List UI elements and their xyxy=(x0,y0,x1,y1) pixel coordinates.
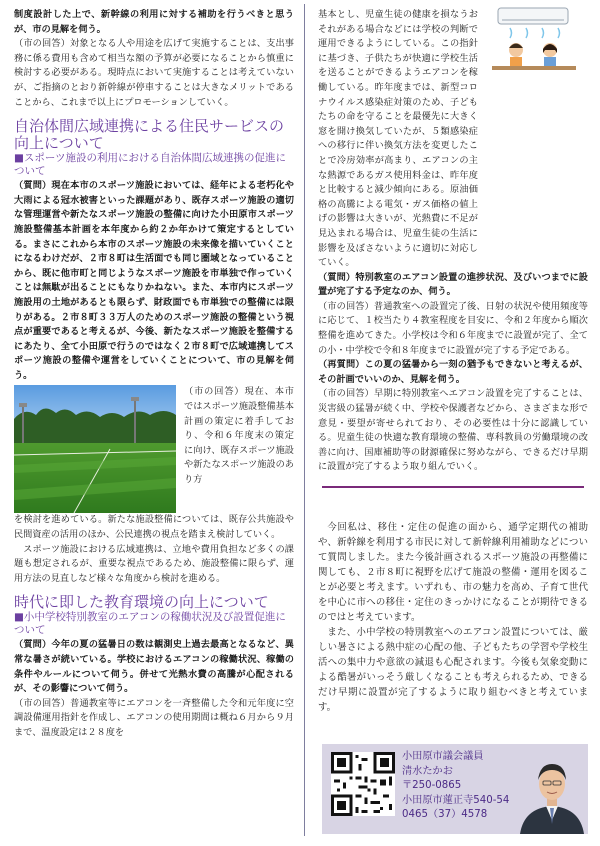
photo-row xyxy=(14,385,294,513)
member-name: 清水たかお xyxy=(402,765,453,777)
member-portrait xyxy=(516,748,588,834)
section-subtitle-aircon: ■小中学校特別教室のエアコンの稼働状況及び設置促進について xyxy=(14,611,286,637)
address: 小田原市蓮正寺540-54 xyxy=(402,794,510,806)
answer-special-classroom: （市の回答）普通教室への設置完了後、日射の状況や使用頻度等に応じて、１校当たり４教室程度を目安に、令和２年度から順次整備を進めてきた。小学校は令和６年度までに設置が完了、全ての小・中学校で令和８年度までに設置が完了する予定である。 xyxy=(318,300,588,356)
summary-block xyxy=(318,520,588,715)
column-divider xyxy=(304,4,305,836)
profile-card xyxy=(322,744,588,834)
qr-code[interactable] xyxy=(331,752,395,816)
answer-sports-rest: を検討を進めている。新たな施設整備については、既存公共施設や民間資産の活用のほか、公民連携の視点を踏まえ検討していく。 xyxy=(14,514,294,541)
contact-info xyxy=(402,750,509,823)
phone-number: 0465（37）4578 xyxy=(402,809,488,820)
section-divider xyxy=(322,486,584,488)
sports-field-photo xyxy=(14,385,176,513)
summary-paragraph-2: また、小中学校の特別教室へのエアコン設置については、厳しい暑さによる熱中症の心配の他、子どもたちの学習や学校生活への集中力や意欲の減退も心配されます。今後も気象変動による酷暑がいっそう厳しくなることも考えられるため、できるだけ早期に設置が完了するように取り組むべきと考えています。 xyxy=(318,627,588,713)
member-title: 小田原市議会議員 xyxy=(402,751,484,762)
postal-code: 〒250-0865 xyxy=(402,780,462,791)
question-special-classroom: （質問）特別教室のエアコン設置の進捗状況、及びいつまでに設置が完了する予定なのか、伺う。 xyxy=(318,271,588,298)
answer-sports-cooperation: スポーツ施設における広域連携は、立地や費用負担など多くの課題も想定されるが、重要な視点であるため、施設整備に限らず、運用方法の見直しなど様々な角度から検討を進める。 xyxy=(14,543,294,584)
answer-aircon-cont-top: 基本とし、児童生徒の健康を損なうおそれがある場合などには学校の判断で運用できるようにしている。この指針に基づき、子供たちが快適に学校生活を送ることができるようエアコンを稼働している。昨年度までは、新型コロナウイルス感染症対策のため、子どもたちの命を守ることを最優先に大きく窓を開け換気していたが、５類感染症への移行に伴い換気方法を変更したことで冷房効率が高まり、エアコンの主な熱源であるガス使用料金は、昨年度と比較すると減少傾向にある。原油価格の高騰による電気・ガス価格の値上げの影響は大きいが、光熱費に不足が見込まれる場合は、児童生徒の生活に影響を及ぼさないように適切に対応していく。 xyxy=(318,9,478,269)
question-sports-facilities: （質問）現在本市のスポーツ施設においては、経年による老朽化や大雨による冠水被害といった課題があり、既存スポーツ施設の適切な管理運営や新たなスポーツ施設の整備に向けた小田原市スポーツ施設整備基本計画を本年度から約２か年かけて策定するとしている。まさにこれから本市のスポーツ施設の未来像を描いていくことになるわけだが、２市８町は生活面でも同じ圏域となっていることから、既に他市町と同じようなスポーツ施設を市単独で作っていくことは無駄が出ることにもなりかねない。また、本市内にスポーツ施設用の土地があるとも限らず、財政面でも市単独での整備には限りがある。２市８町３３万人のためのスポーツ施設の整備という視点が重要であると考えるが、今後、新たなスポーツ施設を整備するにあたり、全て小田原で行うのではなく２市８町で広域連携してスポーツ施設の整備や運営をしていくことについて、市の見解を伺う。 xyxy=(14,180,294,381)
intro-paragraph: 制度設計した上で、新幹線の利用に対する補助を行うべきと思うが、市の見解を伺う。 xyxy=(14,9,294,35)
section-title-regional-cooperation: 自治体間広域連携による住民サービスの向上について xyxy=(14,117,285,153)
section-subtitle-sports-facilities: ■スポーツ施設の利用における自治体間広域連携の促進について xyxy=(14,152,286,178)
summary-paragraph-1: 今回私は、移住・定住の促進の面から、通学定期代の補助や、新幹線を利用する市民に対して新幹線利用補助などについて質問しました。また今後計画されるスポーツ施設の再整備に関しても、２市８町に視野を広げて施設の整備・運用を図ることが必要と考えます。いずれも、市の魅力を高め、子育て世代を中心に市への移住・定住のきっかけになることが期待できるのではと考えています。 xyxy=(318,522,588,623)
answer-newshinkansen: （市の回答）対象となる人や用途を広げて実施することは、支出事務に係る費用も含めて相当な額の予算が必要になることから慎重に検討する必要がある。現時点において実施することは考えていないが、ご指摘のとおり新幹線が停車することは大きなメリットであることから、これまで以上にプロモーションしていく。 xyxy=(14,38,294,108)
left-column xyxy=(14,8,294,741)
section-title-education: 時代に即した教育環境の向上について xyxy=(14,593,269,612)
answer-sports-side: （市の回答）現在、本市ではスポーツ施設整備基本計画の策定に着手しており、令和６年度末の策定に向け、既存スポーツ施設や新たなスポーツ施設のあり方 xyxy=(184,386,294,486)
question-aircon-status: （質問）今年の夏の猛暑日の数は観測史上過去最高となるなど、異常な暑さが続いている。学校におけるエアコンの稼働状況、稼働の条件やルールについて伺う。併せて光熱水費の高騰が心配されるが、その影響について伺う。 xyxy=(14,639,294,695)
answer-early-installation: （市の回答）早期に特別教室へエアコン設置を完了することは、災害級の猛暑が続く中、学校や保護者などから、さまざまな形で意見・要望が寄せられており、その必要性は十分に認識している。児童生徒の快適な教育環境の整備、専科教員の労働環境の改善に向け、国庫補助等の財源確保に努めながら、できるだけ早期に設置が完了するよう取り組んでいく。 xyxy=(318,388,588,473)
answer-aircon-start: （市の回答）普通教室等にエアコンを一斉整備した令和元年度に空調設備運用指針を作成し、エアコンの使用期間は概ね６月から９月まで、温度設定は２８度を xyxy=(14,697,294,738)
requestion-heat: （再質問）この夏の猛暑から一刻の猶予もできないと考えるが、その計画でいいのか、見解を伺う。 xyxy=(318,359,588,385)
right-column xyxy=(318,8,588,475)
